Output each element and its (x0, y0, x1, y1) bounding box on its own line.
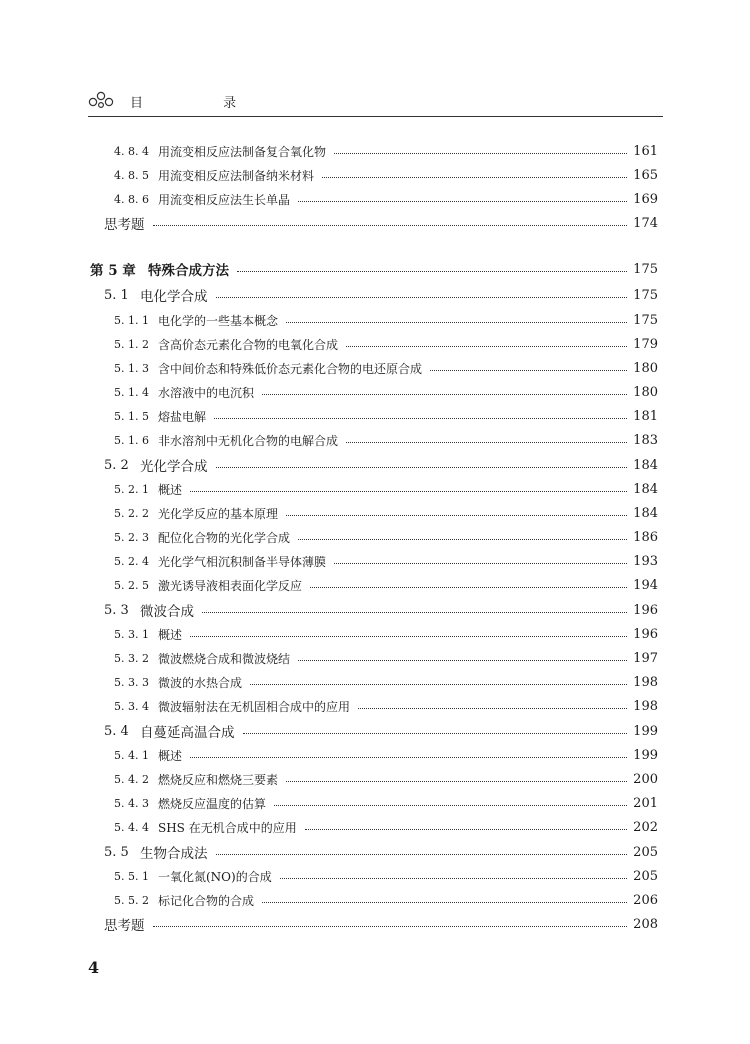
toc-entry[interactable] (0, 888, 750, 912)
toc-entry[interactable] (0, 525, 750, 549)
toc-entry-number: 5. 3. 4 (114, 699, 149, 713)
toc-entry-title: SHS 在无机合成中的应用 (158, 820, 297, 835)
toc-entry-number: 5. 5. 1 (114, 869, 149, 883)
toc-entry-page: 179 (633, 336, 658, 352)
toc-entry-title: 激光诱导液相表面化学反应 (158, 578, 303, 593)
toc-leader-dots (286, 515, 627, 516)
toc-entry-number: 5. 2. 5 (114, 578, 149, 592)
toc-entry[interactable] (0, 864, 750, 888)
page-number: 4 (88, 958, 100, 977)
toc-entry-number: 5. 2. 4 (114, 554, 149, 568)
toc-entry-page: 165 (633, 167, 658, 183)
toc-entry-number: 5. 4 (104, 723, 129, 739)
toc-entry[interactable] (0, 573, 750, 597)
toc-leader-dots (334, 563, 627, 564)
toc-entry-number: 5. 1 (104, 287, 129, 303)
toc-leader-dots (190, 757, 627, 758)
toc-entry-title: 微波合成 (140, 604, 194, 620)
toc-leader-dots (322, 177, 627, 178)
toc-entry-page: 181 (633, 408, 658, 424)
toc-leader-dots (430, 370, 627, 371)
toc-entry-title: 概述 (158, 748, 183, 763)
toc-entry-number: 5. 3. 2 (114, 651, 149, 665)
toc-entry[interactable] (0, 139, 750, 163)
toc-entry[interactable] (0, 694, 750, 718)
toc-leader-dots (346, 346, 627, 347)
toc-entry-title: 自蔓延高温合成 (140, 725, 235, 741)
toc-entry-title: 燃烧反应和燃烧三要素 (158, 772, 279, 787)
toc-entry-page: 202 (633, 819, 658, 835)
molecule-logo-icon (88, 90, 118, 110)
toc-entry-title: 概述 (158, 482, 183, 497)
toc-entry-page: 198 (633, 674, 658, 690)
toc-leader-dots (216, 467, 628, 468)
toc-entry-page: 205 (633, 868, 658, 884)
toc-leader-dots (153, 225, 628, 226)
toc-entry-number: 第 5 章 (90, 263, 136, 279)
toc-leader-dots (214, 418, 627, 419)
toc-entry-page: 200 (633, 771, 658, 787)
toc-leader-dots (190, 491, 627, 492)
toc-entry-title: 思考题 (104, 918, 145, 934)
toc-leader-dots (346, 442, 627, 443)
toc-entry-title: 光化学合成 (140, 459, 208, 475)
toc-entry-page: 180 (633, 360, 658, 376)
toc-entry-title: 非水溶剂中无机化合物的电解合成 (158, 433, 339, 448)
toc-entry-title: 用流变相反应法制备纳米材料 (158, 168, 315, 183)
toc-entry-number: 5. 1. 2 (114, 337, 149, 351)
toc-entry-page: 180 (633, 384, 658, 400)
toc-entry-title: 微波辐射法在无机固相合成中的应用 (158, 699, 351, 714)
toc-leader-dots (298, 201, 627, 202)
toc-entry-number: 5. 1. 1 (114, 313, 149, 327)
toc-entry-page: 208 (633, 916, 658, 932)
running-header (88, 88, 663, 117)
toc-leader-dots (286, 322, 627, 323)
toc-entry-number: 4. 8. 5 (114, 168, 149, 182)
toc-leader-dots (298, 660, 627, 661)
toc-leader-dots (250, 684, 627, 685)
toc-entry[interactable] (0, 428, 750, 452)
toc-entry-title: 用流变相反应法生长单晶 (158, 192, 291, 207)
toc-entry-page: 196 (633, 602, 658, 618)
toc-entry-page: 184 (633, 505, 658, 521)
toc-entry-page: 199 (633, 723, 658, 739)
toc-leader-dots (190, 636, 627, 637)
toc-entry-page: 184 (633, 457, 658, 473)
toc-entry[interactable] (0, 283, 750, 307)
toc-entry-page: 197 (633, 650, 658, 666)
toc-entry-title: 一氧化氮(NO)的合成 (158, 869, 272, 884)
toc-entry-page: 175 (633, 312, 658, 328)
toc-entry-title: 用流变相反应法制备复合氧化物 (158, 144, 327, 159)
toc-entry-page: 169 (633, 191, 658, 207)
toc-entry-title: 特殊合成方法 (148, 263, 229, 279)
toc-entry-title: 水溶液中的电沉积 (158, 385, 255, 400)
toc-entry-page: 199 (633, 747, 658, 763)
toc-entry[interactable] (0, 332, 750, 356)
toc-leader-dots (153, 926, 628, 927)
toc-leader-dots (216, 854, 628, 855)
toc-leader-dots (298, 539, 627, 540)
toc-entry[interactable] (0, 356, 750, 380)
toc-entry[interactable] (0, 719, 750, 743)
toc-entry[interactable] (0, 257, 750, 281)
toc-leader-dots (262, 902, 627, 903)
toc-entry-page: 206 (633, 892, 658, 908)
header-title: 目 录 (130, 96, 275, 111)
toc-entry-page: 201 (633, 795, 658, 811)
toc-entry-page: 184 (633, 481, 658, 497)
toc-entry[interactable] (0, 477, 750, 501)
toc-entry-title: 熔盐电解 (158, 409, 207, 424)
toc-leader-dots (286, 781, 627, 782)
toc-entry-page: 198 (633, 698, 658, 714)
toc-entry-page: 174 (633, 215, 658, 231)
toc-entry-number: 5. 2. 3 (114, 530, 149, 544)
toc-entry[interactable] (0, 791, 750, 815)
toc-entry-number: 5. 4. 3 (114, 796, 149, 810)
toc-entry-number: 5. 1. 5 (114, 409, 149, 423)
toc-entry-number: 5. 1. 3 (114, 361, 149, 375)
toc-entry-title: 生物合成法 (140, 846, 208, 862)
toc-entry[interactable] (0, 163, 750, 187)
toc-entry-number: 5. 2 (104, 457, 129, 473)
toc-leader-dots (274, 805, 627, 806)
toc-entry-page: 194 (633, 577, 658, 593)
toc-entry-number: 5. 3. 1 (114, 627, 149, 641)
toc-entry[interactable] (0, 501, 750, 525)
toc-entry-title: 电化学合成 (140, 289, 208, 305)
toc-leader-dots (262, 394, 627, 395)
toc-entry[interactable] (0, 767, 750, 791)
toc-entry-title: 含中间价态和特殊低价态元素化合物的电还原合成 (158, 361, 423, 376)
toc-entry-number: 4. 8. 4 (114, 144, 149, 158)
toc-entry-number: 5. 4. 4 (114, 820, 149, 834)
toc-entry-page: 175 (633, 261, 658, 277)
toc-entry-page: 183 (633, 432, 658, 448)
toc-entry-number: 4. 8. 6 (114, 192, 149, 206)
toc-entry-page: 193 (633, 553, 658, 569)
toc-entry-number: 5. 3. 3 (114, 675, 149, 689)
toc-entry[interactable] (0, 670, 750, 694)
toc-entry-title: 微波燃烧合成和微波烧结 (158, 651, 291, 666)
toc-entry[interactable] (0, 646, 750, 670)
toc-entry-title: 配位化合物的光化学合成 (158, 530, 291, 545)
toc-entry-number: 5. 1. 6 (114, 433, 149, 447)
toc-leader-dots (237, 271, 627, 272)
toc-entry-number: 5. 2. 2 (114, 506, 149, 520)
toc-entry[interactable] (0, 380, 750, 404)
toc-leader-dots (334, 153, 627, 154)
toc-entry-number: 5. 5. 2 (114, 893, 149, 907)
toc-entry-number: 5. 2. 1 (114, 482, 149, 496)
toc-entry[interactable] (0, 598, 750, 622)
toc-entry[interactable] (0, 622, 750, 646)
toc-entry[interactable] (0, 308, 750, 332)
toc-leader-dots (280, 878, 627, 879)
toc-entry[interactable] (0, 840, 750, 864)
toc-entry[interactable] (0, 815, 750, 839)
toc-entry-number: 5. 4. 1 (114, 748, 149, 762)
toc-leader-dots (310, 587, 627, 588)
toc-entry[interactable] (0, 187, 750, 211)
toc-entry-title: 概述 (158, 627, 183, 642)
toc-entry-title: 思考题 (104, 217, 145, 233)
toc-leader-dots (358, 708, 627, 709)
toc-entry-page: 205 (633, 844, 658, 860)
toc-entry-title: 微波的水热合成 (158, 675, 243, 690)
toc-leader-dots (216, 297, 628, 298)
toc-entry[interactable] (0, 453, 750, 477)
toc-entry-title: 燃烧反应温度的估算 (158, 796, 267, 811)
toc-entry[interactable] (0, 549, 750, 573)
toc-entry-title: 电化学的一些基本概念 (158, 313, 279, 328)
toc-entry-title: 光化学反应的基本原理 (158, 506, 279, 521)
toc-entry[interactable] (0, 912, 750, 936)
toc-entry-number: 5. 4. 2 (114, 772, 149, 786)
toc-entry-number: 5. 5 (104, 844, 129, 860)
toc-entry[interactable] (0, 743, 750, 767)
toc-leader-dots (202, 612, 627, 613)
toc-entry[interactable] (0, 211, 750, 235)
toc-entry-page: 196 (633, 626, 658, 642)
toc-entry-page: 186 (633, 529, 658, 545)
toc-entry[interactable] (0, 404, 750, 428)
toc-entry-number: 5. 3 (104, 602, 129, 618)
toc-leader-dots (243, 733, 628, 734)
toc-entry-title: 含高价态元素化合物的电氧化合成 (158, 337, 339, 352)
toc-entry-number: 5. 1. 4 (114, 385, 149, 399)
toc-leader-dots (305, 829, 627, 830)
toc-entry-page: 175 (633, 287, 658, 303)
toc-entry-title: 光化学气相沉积制备半导体薄膜 (158, 554, 327, 569)
toc-entry-title: 标记化合物的合成 (158, 893, 255, 908)
toc-entry-page: 161 (633, 143, 658, 159)
